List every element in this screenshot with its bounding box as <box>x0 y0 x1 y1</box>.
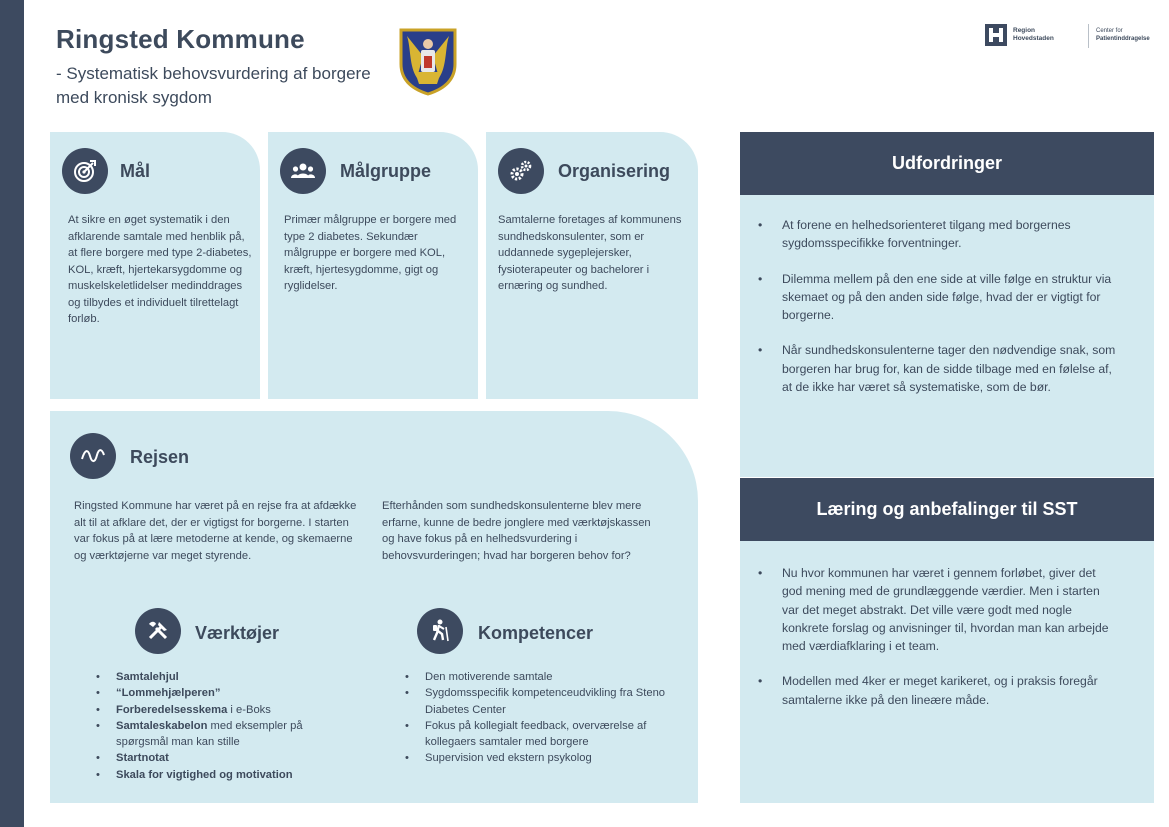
kompetencer-heading: Kompetencer <box>478 623 594 643</box>
gears-icon <box>498 148 544 194</box>
maal-card <box>50 132 260 399</box>
center-logo-line1: Center for <box>1096 28 1123 34</box>
list-item: • “Lommehjælperen” <box>96 685 346 701</box>
wave-icon <box>70 433 116 479</box>
rejsen-heading: Rejsen <box>130 447 190 467</box>
region-logo-line2: Hovedstaden <box>1013 35 1054 42</box>
maal-heading: Mål <box>120 161 151 181</box>
organisering-heading: Organisering <box>558 161 671 181</box>
list-item: • Sygdomsspecifik kompetenceudvikling fra Steno Diabetes Center <box>405 685 675 718</box>
laering-list <box>758 564 1118 726</box>
center-logo <box>1096 28 1150 43</box>
malgruppe-card <box>268 132 478 399</box>
region-hovedstaden-logo <box>985 24 1054 46</box>
list-item: • Modellen med 4ker er meget karikeret, og i praksis foregår samtalerne ikke på den lineære måde. <box>758 672 1118 709</box>
list-item: • Supervision ved ekstern psykolog <box>405 750 675 766</box>
page-title: Ringsted Kommune <box>56 24 305 54</box>
organisering-text: Samtalerne foretages af kommunens sundhedskonsulenter, som er uddannede sygeplejersker, fysioterapeuter og bachelorer i ernæring og sundhed. <box>498 214 682 292</box>
rejsen-text-right: Efterhånden som sundhedskonsulenterne blev mere erfarne, kunne de bedre jonglere med værktøjskassen og have fokus på en helhedsvurdering i behovsvurderingen; hvad har borgeren behov for? <box>382 500 651 562</box>
laering-heading: Læring og anbefalinger til SST <box>740 478 1154 541</box>
list-item: • Når sundhedskonsulenterne tager den nødvendige snak, som borgeren har brug for, kan de sidde tilbage med en følelse af, at de ikke har været så systematiske, som de bør. <box>758 341 1118 396</box>
logo-divider <box>1088 24 1089 48</box>
page-subtitle: - Systematisk behovsvurdering af borgere med kronisk sygdom <box>56 64 371 107</box>
maal-text: At sikre en øget systematik i den afklarende samtale med henblik på, at flere borgere med type 2-diabetes, KOL, kræft, hjertekarsygdomme og muskelskeletlidelser medinddrages og tilbydes et individuelt tilrettelagt forløb. <box>68 214 252 325</box>
udfordringer-panel <box>740 132 1154 477</box>
rejsen-text-left: Ringsted Kommune har været på en rejse fra at afdække alt til at afklare det, der er vigtigst for borgerne. I starten var fokus på at lære metoderne at kende, og skemaerne og værktøjerne var meget styrende. <box>74 500 357 562</box>
list-item: • Nu hvor kommunen har været i gennem forløbet, giver det god mening med de grundlæggende værdier. Men i starten var det meget abstrakt. Det ville være godt med nogle konkrete forslag og anvisninger til, hvordan man kan arbejde med værdiafklaring i et team. <box>758 564 1118 655</box>
center-logo-line2: Patientinddragelse <box>1096 35 1150 42</box>
kompetencer-list <box>405 669 675 767</box>
list-item: • Startnotat <box>96 750 346 766</box>
list-item: • Den motiverende samtale <box>405 669 675 685</box>
udfordringer-heading: Udfordringer <box>740 132 1154 195</box>
list-item: • Forberedelsesskema i e-Boks <box>96 702 346 718</box>
rejsen-card <box>50 411 698 803</box>
list-item: • Skala for vigtighed og motivation <box>96 767 346 783</box>
region-logo-line1: Region <box>1013 27 1036 34</box>
coat-of-arms-icon <box>397 26 459 96</box>
people-icon <box>280 148 326 194</box>
tools-icon <box>135 608 181 654</box>
target-icon <box>62 148 108 194</box>
list-item: • Samtaleskabelon med eksempler på spørgsmål man kan stille <box>96 718 346 751</box>
organisering-card <box>486 132 698 399</box>
hiker-icon <box>417 608 463 654</box>
region-logo-icon <box>985 24 1007 46</box>
list-item: • Dilemma mellem på den ene side at ville følge en struktur via skemaet og på den anden side følge, hvad der er vigtigt for borgerne. <box>758 270 1118 325</box>
list-item: • Samtalehjul <box>96 669 346 685</box>
vaerktojer-heading: Værktøjer <box>195 623 280 643</box>
laering-panel <box>740 478 1154 803</box>
udfordringer-list <box>758 216 1118 413</box>
malgruppe-heading: Målgruppe <box>340 161 432 181</box>
vaerktojer-list <box>96 669 346 783</box>
list-item: • Fokus på kollegialt feedback, overværelse af kollegaers samtaler med borgere <box>405 718 675 751</box>
list-item: • At forene en helhedsorienteret tilgang med borgernes sygdomsspecifikke forventninger. <box>758 216 1118 253</box>
left-sidebar-bar <box>0 0 24 827</box>
malgruppe-text: Primær målgruppe er borgere med type 2 diabetes. Sekundær målgruppe er borgere med KOL, kræft, hjertesygdomme, gigt og ryglidelser. <box>284 214 457 292</box>
